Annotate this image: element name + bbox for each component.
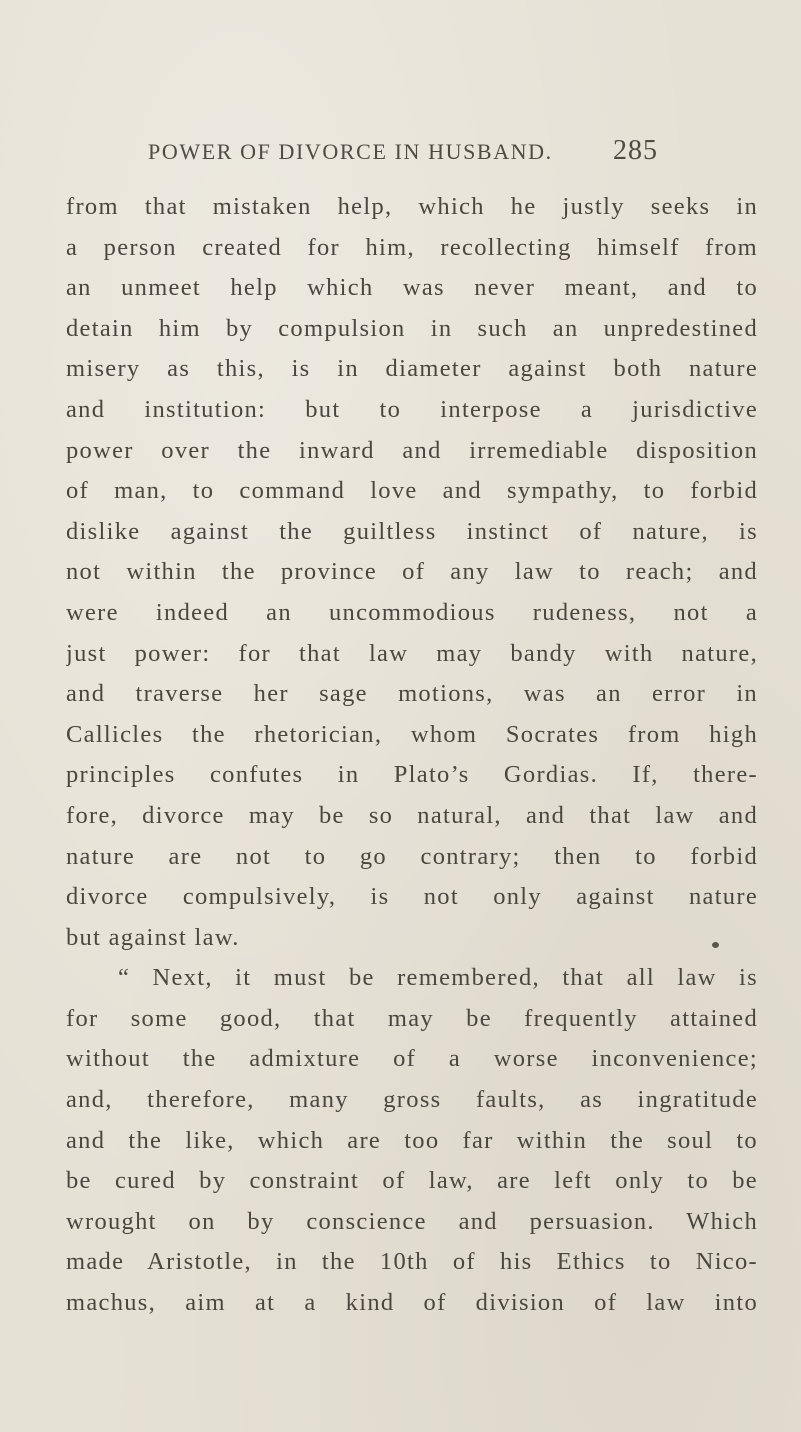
text-line: be cured by constraint of law, are left only to be [66,1167,758,1195]
text-line: just power: for that law may bandy with nature, [66,639,758,667]
text-line: a person created for him, recollecting himself from [66,233,758,261]
text-line: and institution: but to interpose a jurisdictive [66,395,758,423]
text-line: and traverse her sage motions, was an error in [66,680,758,708]
text-line: without the admixture of a worse inconvenience; [66,1045,758,1073]
text-line: Callicles the rhetorician, whom Socrates from high [66,720,758,748]
text-line: from that mistaken help, which he justly seeks in [66,193,758,220]
text-line: not within the province of any law to reach; and [66,558,758,586]
text-line: machus, aim at a kind of division of law into [66,1289,758,1317]
page-header [148,135,658,171]
text-line: an unmeet help which was never meant, and to [66,274,758,302]
text-line: were indeed an uncommodious rudeness, not a [66,598,758,626]
page-number: 285 [613,135,658,166]
text-line: divorce compulsively, is not only against nature [66,883,758,911]
text-line: power over the inward and irremediable disposition [66,436,758,464]
ink-speck [712,942,719,948]
text-line: and, therefore, many gross faults, as ingratitude [66,1086,758,1114]
text-line: detain him by compulsion in such an unpredestined [66,314,758,342]
body-text [66,187,758,1324]
text-line: fore, divorce may be so natural, and that law and [66,801,758,829]
text-line: for some good, that may be frequently attained [66,1004,758,1032]
paragraph-end-line: but against law. [66,923,240,951]
text-line: and the like, which are too far within the soul to [66,1126,758,1154]
text-line: principles confutes in Plato’s Gordias. If, there- [66,761,758,789]
text-line: of man, to command love and sympathy, to forbid [66,477,758,505]
running-head: POWER OF DIVORCE IN HUSBAND. [148,139,553,164]
text-line: dislike against the guiltless instinct of nature, is [66,517,758,545]
text-line: made Aristotle, in the 10th of his Ethics to Nico- [66,1248,758,1276]
text-line: wrought on by conscience and persuasion. Which [66,1207,758,1235]
text-line: nature are not to go contrary; then to forbid [66,842,758,870]
paragraph-start-line: “ Next, it must be remembered, that all law is [118,964,758,992]
text-line: misery as this, is in diameter against both nature [66,355,758,383]
